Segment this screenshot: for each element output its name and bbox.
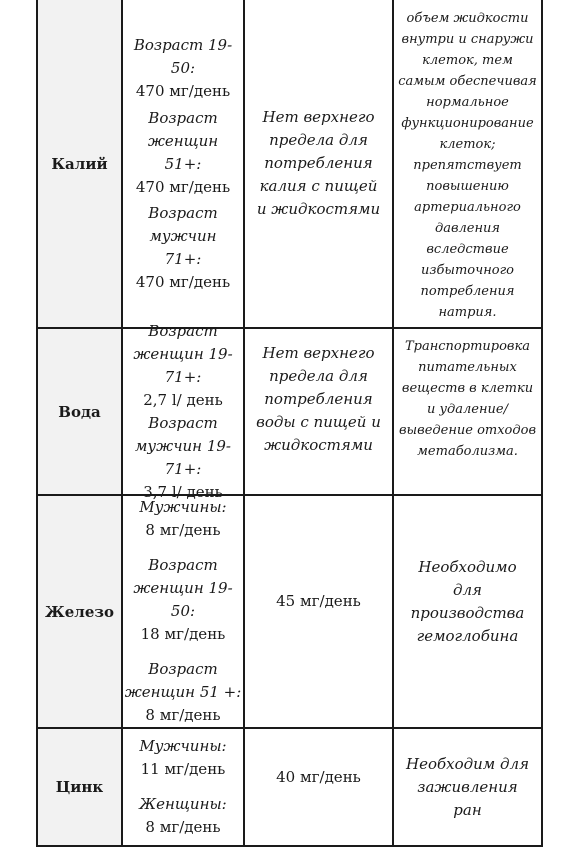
nutrient-name: Вода <box>58 402 101 421</box>
limit-cell <box>245 729 392 825</box>
nutrient-name: Цинк <box>55 778 104 796</box>
needs-label: Возраст мужчин 71+: <box>148 204 218 268</box>
nutrient-name: Калий <box>51 154 108 173</box>
needs-label: Возраст мужчин 19-71+: <box>135 413 231 478</box>
needs-label: Возраст женщин 51 +: <box>124 660 242 701</box>
function-text: Транспортировка питательных веществ в клетки и удаление/ выведение отходов метаболизма. <box>398 339 537 459</box>
needs-cell <box>123 729 243 845</box>
function-cell <box>394 8 541 328</box>
function-cell <box>394 336 541 466</box>
needs-label: Мужчины: <box>139 737 227 755</box>
needs-label: Возраст женщин 51+: <box>147 108 219 173</box>
table-row-iron <box>38 496 121 727</box>
column-divider <box>541 0 543 847</box>
needs-value: 470 мг/день <box>135 273 231 291</box>
nutrient-name: Железо <box>45 602 114 621</box>
needs-label: Мужчины: <box>139 498 227 516</box>
needs-value: 470 мг/день <box>135 82 231 100</box>
limit-cell <box>245 496 392 707</box>
needs-value: 470 мг/день <box>135 177 231 196</box>
needs-label: Возраст женщин 19-50: <box>133 556 233 620</box>
function-text: Необходим для заживления ран <box>406 754 529 819</box>
needs-label: Возраст 19-50: <box>133 36 233 77</box>
needs-label: Женщины: <box>139 795 227 813</box>
function-text: Необходимо для производства гемоглобина <box>410 557 525 645</box>
needs-value: 18 мг/день <box>140 625 226 643</box>
needs-cell <box>123 321 243 501</box>
table-row-zinc <box>38 729 121 845</box>
needs-label: Возраст женщин 19-71+: <box>133 321 233 386</box>
table-row-potassium <box>38 0 121 327</box>
needs-value: 3,7 l/ день <box>143 482 223 501</box>
limit-cell <box>245 329 392 469</box>
function-cell <box>394 729 541 845</box>
limit-cell <box>245 0 392 327</box>
limit-text: Нет верхнего предела для потребления воды с пищей и жидкостями <box>256 343 381 454</box>
needs-value: 2,7 l/ день <box>143 390 223 409</box>
needs-value: 8 мг/день <box>145 818 221 836</box>
needs-cell <box>123 34 243 294</box>
limit-text: 45 мг/день <box>276 592 361 610</box>
needs-value: 8 мг/день <box>145 521 221 539</box>
needs-value: 8 мг/день <box>145 706 221 724</box>
table-row-water <box>38 329 121 494</box>
limit-text: Нет верхнего предела для потребления калия с пищей и жидкостями <box>256 108 381 218</box>
needs-value: 11 мг/день <box>140 760 226 778</box>
function-text: объем жидкости внутри и снаружи клеток, тем самым обеспечивая нормальное функционирование клеток; препятствует повышению артериального давления вследствие избыточного потребления натрия. <box>398 11 537 320</box>
function-cell <box>394 496 541 707</box>
needs-cell <box>123 496 243 727</box>
limit-text: 40 мг/день <box>276 767 361 786</box>
